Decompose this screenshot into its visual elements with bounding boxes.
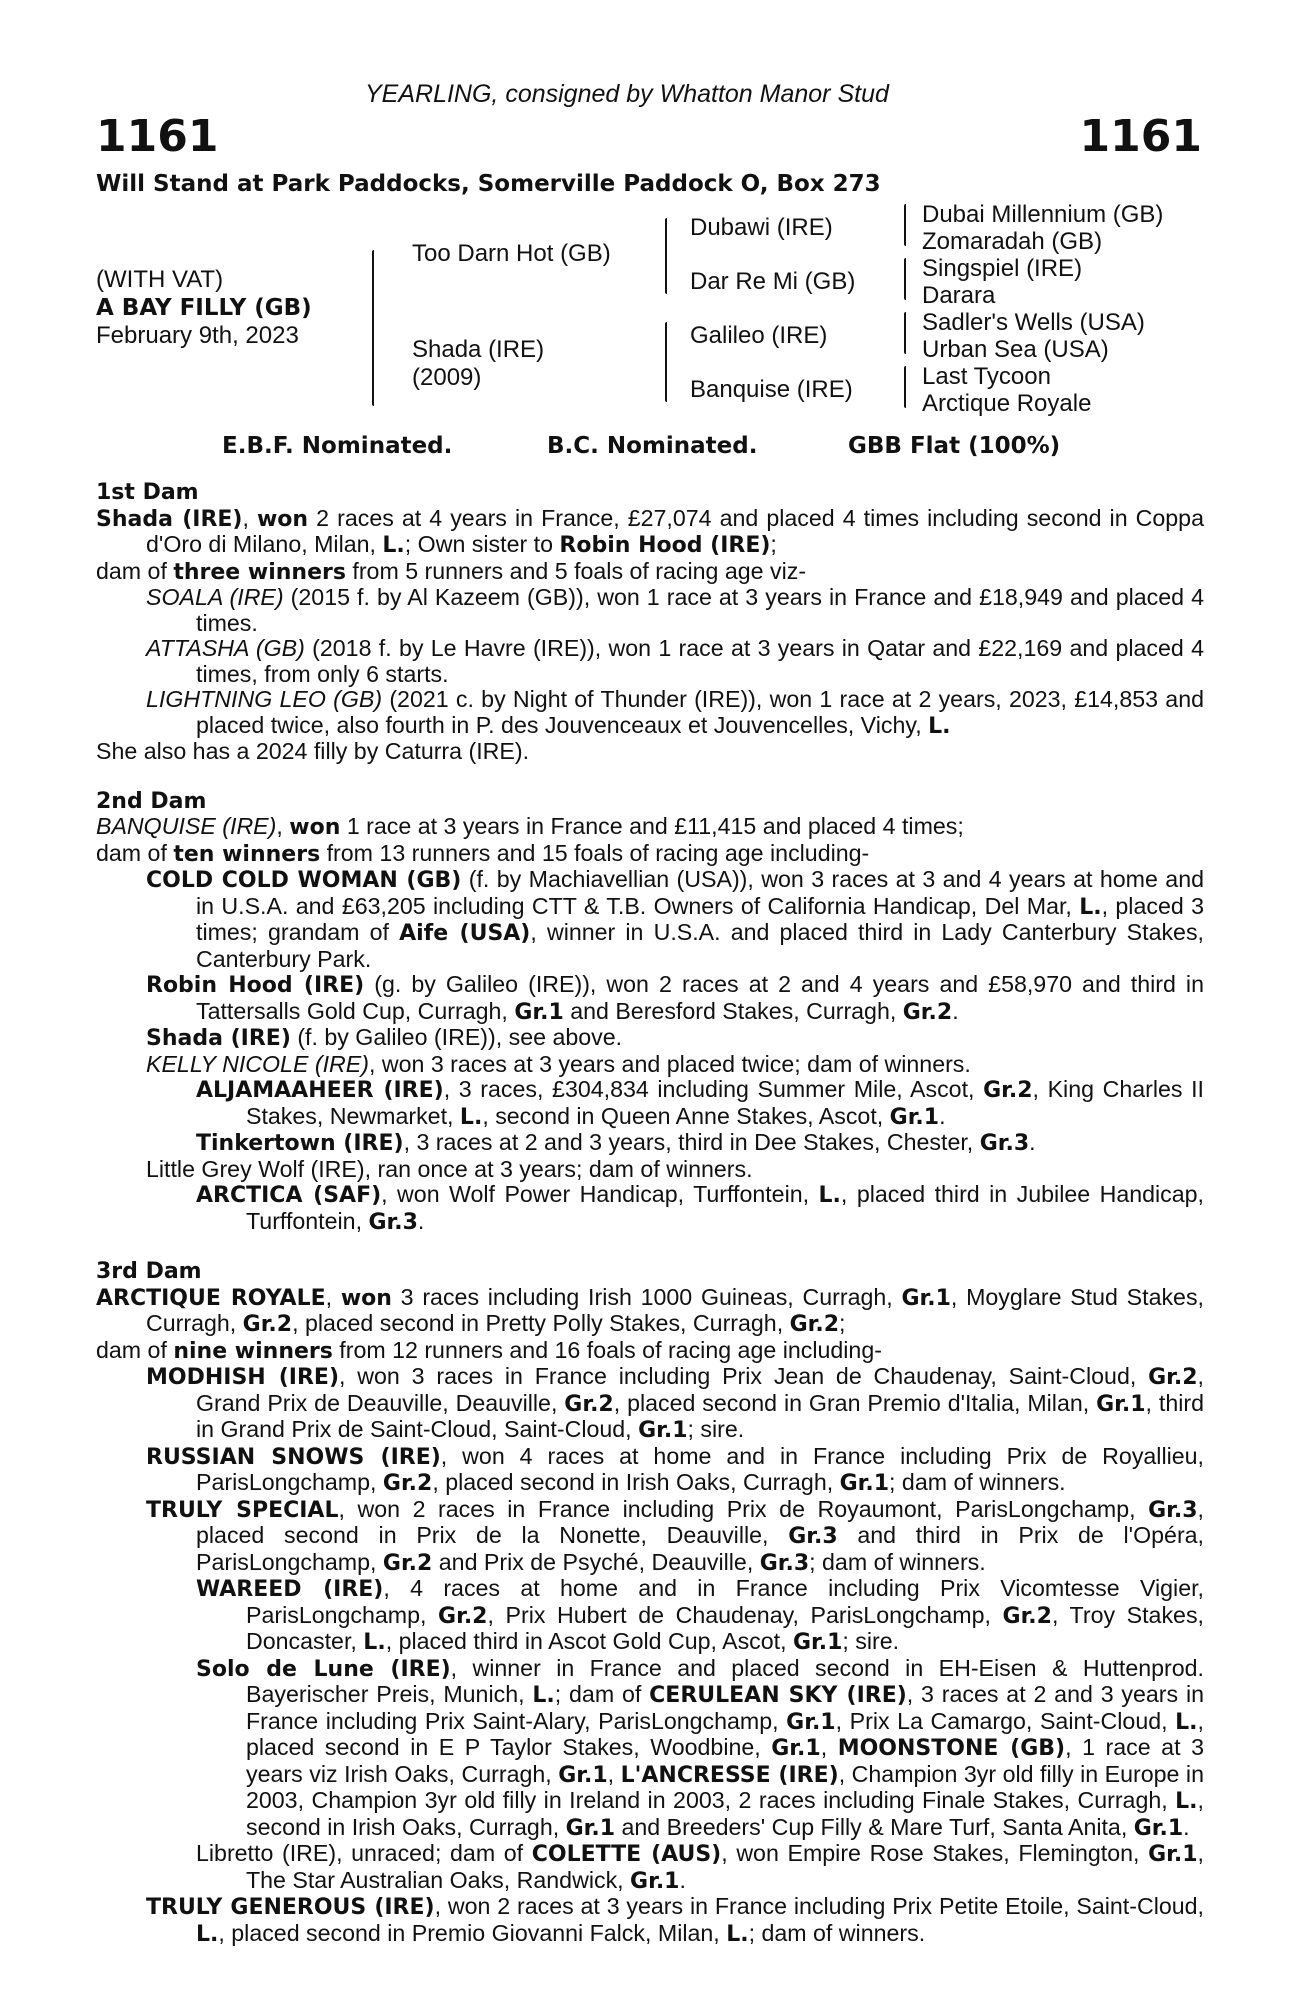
bold-run: MOONSTONE (GB) bbox=[837, 1736, 1066, 1761]
bold-run: Gr.2 bbox=[382, 1471, 433, 1496]
bold-run: Gr.3 bbox=[788, 1524, 838, 1549]
pedigree-sss: Dubai Millennium (GB) bbox=[922, 201, 1164, 228]
ebf-nomination: E.B.F. Nominated. bbox=[222, 433, 453, 459]
text-run: , placed 3 times; grandam of bbox=[196, 892, 1204, 945]
text-run: , Grand Prix de Deauville, Deauville, bbox=[196, 1363, 1204, 1416]
text-run: dam of bbox=[96, 1336, 174, 1363]
bold-run: Tinkertown (IRE) bbox=[196, 1131, 404, 1156]
pedigree-dam-sire: Galileo (IRE) bbox=[690, 322, 828, 349]
bold-run: Gr.1 bbox=[1133, 1815, 1184, 1841]
text-run: from 5 runners and 5 foals of racing age viz- bbox=[345, 557, 807, 584]
text-run: , The Star Australian Oaks, Randwick, bbox=[246, 1840, 1204, 1893]
italic-run: BANQUISE (IRE) bbox=[96, 813, 277, 839]
bold-run: Gr.2 bbox=[438, 1603, 488, 1629]
pedigree-sdd: Darara bbox=[922, 282, 996, 309]
bold-run: L. bbox=[363, 1630, 386, 1655]
bold-run: Solo de Lune (IRE) bbox=[196, 1656, 451, 1682]
text-run: She also has a 2024 filly by Caturra (IRE). bbox=[96, 738, 530, 764]
pedigree-dds: Last Tycoon bbox=[922, 363, 1051, 390]
bold-run: WAREED (IRE) bbox=[196, 1577, 384, 1602]
text-run: , Prix La Camargo, Saint-Cloud, bbox=[835, 1707, 1176, 1734]
bold-run: MODHISH (IRE) bbox=[146, 1365, 340, 1390]
text-run: , placed second in Gran Premio d'Italia, Milan, bbox=[613, 1389, 1097, 1416]
text-run: ; dam of winners. bbox=[748, 1919, 926, 1946]
text-run: Little Grey Wolf (IRE), ran once at 3 years; dam of winners. bbox=[146, 1155, 753, 1182]
pedigree-paragraph bbox=[96, 506, 1204, 559]
text-run: . bbox=[1183, 1813, 1190, 1840]
bold-run: TRULY SPECIAL bbox=[146, 1497, 339, 1523]
bold-run: Gr.2 bbox=[902, 999, 953, 1025]
text-run: , 3 races at 2 and 3 years in France including Prix Saint-Alary, ParisLongchamp, bbox=[246, 1681, 1204, 1734]
bold-run: Shada (IRE) bbox=[96, 506, 243, 532]
text-run: ; sire. bbox=[687, 1416, 745, 1442]
subject-dob: February 9th, 2023 bbox=[96, 322, 299, 349]
text-run: , Champion 3yr old filly in Europe in 2003, Champion 3yr old filly in Ireland in 2003, 2 races including Finale Stakes, Curragh, bbox=[246, 1760, 1204, 1813]
stand-location: Will Stand at Park Paddocks, Somerville Paddock O, Box 273 bbox=[96, 171, 881, 197]
gbb-flat: GBB Flat (100%) bbox=[848, 433, 1061, 459]
text-run: , 1 race at 3 years viz Irish Oaks, Curragh, bbox=[246, 1734, 1204, 1787]
text-run: ; sire. bbox=[842, 1628, 900, 1654]
bold-run: Gr.2 bbox=[1148, 1365, 1198, 1390]
pedigree-paragraph bbox=[96, 585, 1204, 636]
italic-run: SOALA (IRE) bbox=[146, 584, 284, 610]
bold-run: Gr.1 bbox=[839, 1471, 890, 1496]
pedigree-sds: Singspiel (IRE) bbox=[922, 255, 1083, 282]
bold-run: Gr.3 bbox=[979, 1131, 1030, 1156]
text-run: (2021 c. by Night of Thunder (IRE)), won 1 race at 2 years, 2023, £14,853 and placed twice, also fourth in P. des Jouvenceaux et Jouvencelles, Vichy, bbox=[196, 686, 1204, 738]
text-run: ; dam of winners. bbox=[889, 1469, 1066, 1495]
bold-run: Gr.3 bbox=[368, 1209, 418, 1235]
pedigree-brace-ss bbox=[904, 204, 906, 246]
text-run: , placed second in Pretty Polly Stakes, Curragh, bbox=[292, 1310, 790, 1336]
text-run: , Troy Stakes, Doncaster, bbox=[246, 1601, 1204, 1654]
text-run: and Beresford Stakes, Curragh, bbox=[563, 997, 903, 1024]
bold-run: L. bbox=[726, 1921, 749, 1947]
text-run: (g. by Galileo (IRE)), won 2 races at 2 and 4 years and £58,970 and third in Tattersalls Gold Cup, Curragh, bbox=[196, 971, 1204, 1024]
pedigree-brace-dd bbox=[904, 366, 906, 408]
pedigree-paragraph bbox=[96, 1182, 1204, 1235]
text-run: . bbox=[939, 1102, 946, 1129]
text-run: Libretto (IRE), unraced; dam of bbox=[196, 1840, 532, 1866]
pedigree-ssd: Zomaradah (GB) bbox=[922, 228, 1103, 255]
pedigree-notes bbox=[96, 480, 1204, 1947]
bold-run: won bbox=[340, 1285, 392, 1311]
bold-run: ARCTICA (SAF) bbox=[196, 1183, 382, 1208]
bold-run: Gr.1 bbox=[1148, 1842, 1198, 1867]
bold-run: ARCTIQUE ROYALE bbox=[96, 1285, 326, 1311]
pedigree-paragraph bbox=[96, 1025, 1204, 1052]
bold-run: L'ANCRESSE (IRE) bbox=[620, 1762, 839, 1788]
bold-run: L. bbox=[532, 1683, 555, 1708]
pedigree-brace-sd bbox=[904, 258, 906, 300]
text-run: , won 3 races in France including Prix Jean de Chaudenay, Saint-Cloud, bbox=[339, 1363, 1149, 1389]
text-run: , placed second in Irish Oaks, Curragh, bbox=[432, 1469, 840, 1495]
bold-run: CERULEAN SKY (IRE) bbox=[649, 1683, 907, 1708]
text-run: , won Empire Rose Stakes, Flemington, bbox=[721, 1840, 1149, 1866]
text-run: , won 3 races at 3 years and placed twice; dam of winners. bbox=[368, 1050, 971, 1077]
bold-run: Gr.1 bbox=[792, 1630, 843, 1655]
text-run: , King Charles II Stakes, Newmarket, bbox=[246, 1076, 1204, 1129]
bold-run: RUSSIAN SNOWS (IRE) bbox=[146, 1444, 441, 1470]
pedigree-paragraph bbox=[96, 1497, 1204, 1577]
text-run: , bbox=[325, 1283, 341, 1310]
text-run: , placed third in Ascot Gold Cup, Ascot, bbox=[385, 1628, 793, 1654]
text-run: dam of bbox=[96, 839, 174, 866]
bold-run: ALJAMAAHEER (IRE) bbox=[196, 1078, 444, 1103]
section-heading: 2nd Dam bbox=[96, 788, 207, 814]
pedigree-paragraph bbox=[96, 1576, 1204, 1656]
bold-run: L. bbox=[928, 713, 951, 739]
pedigree-dss: Sadler's Wells (USA) bbox=[922, 309, 1145, 336]
text-run: , won Wolf Power Handicap, Turffontein, bbox=[381, 1181, 819, 1207]
pedigree-brace-dam bbox=[665, 322, 667, 402]
text-run: , Moyglare Stud Stakes, Curragh, bbox=[146, 1283, 1204, 1336]
pedigree-paragraph bbox=[96, 1077, 1204, 1130]
text-run: , winner in France and placed second in EH-Eisen & Huttenprod. Bayerischer Preis, Munich, bbox=[246, 1654, 1204, 1707]
lot-number-left: 1161 bbox=[96, 111, 219, 162]
text-run: , placed second in Premio Giovanni Falck, Milan, bbox=[218, 1919, 727, 1946]
pedigree-paragraph bbox=[96, 814, 1204, 841]
text-run: , won 2 races at 3 years in France including Prix Petite Etoile, Saint-Cloud, bbox=[434, 1893, 1204, 1919]
bold-run: L. bbox=[818, 1183, 841, 1208]
text-run: from 12 runners and 16 foals of racing age including- bbox=[332, 1336, 882, 1363]
bold-run: Robin Hood (IRE) bbox=[559, 533, 771, 558]
text-run: ; dam of winners. bbox=[809, 1548, 986, 1575]
text-run: , bbox=[242, 504, 257, 531]
section-heading: 3rd Dam bbox=[96, 1259, 202, 1284]
text-run: , won 4 races at home and in France including Prix de Royallieu, ParisLongchamp, bbox=[196, 1442, 1204, 1495]
bold-run: Gr.2 bbox=[242, 1312, 293, 1337]
text-run: and Breeders' Cup Filly & Mare Turf, Santa Anita, bbox=[615, 1813, 1134, 1840]
text-run: , 4 races at home and in France including Prix Vicomtesse Vigier, ParisLongchamp, bbox=[246, 1575, 1204, 1628]
pedigree-paragraph bbox=[96, 1130, 1204, 1157]
text-run: . bbox=[679, 1866, 686, 1893]
bold-run: Shada (IRE) bbox=[146, 1026, 291, 1051]
pedigree-brace-main bbox=[372, 250, 374, 406]
bold-run: Robin Hood (IRE) bbox=[146, 973, 365, 998]
text-run: dam of bbox=[96, 557, 174, 584]
pedigree-dsd: Urban Sea (USA) bbox=[922, 336, 1109, 363]
text-run: , bbox=[276, 813, 290, 839]
text-run: , bbox=[820, 1734, 838, 1760]
text-run: , second in Queen Anne Stakes, Ascot, bbox=[482, 1102, 890, 1129]
section-gap bbox=[96, 1235, 1204, 1259]
pedigree-ddd: Arctique Royale bbox=[922, 390, 1092, 417]
text-run: 2 races at 4 years in France, £27,074 and placed 4 times including second in Coppa d'Oro di Milano, Milan, bbox=[146, 504, 1204, 557]
text-run: ; bbox=[770, 531, 777, 557]
pedigree-paragraph bbox=[96, 1841, 1204, 1894]
pedigree-sire-dam: Dar Re Mi (GB) bbox=[690, 268, 856, 295]
text-run: (2015 f. by Al Kazeem (GB)), won 1 race at 3 years in France and £18,949 and placed 4 times. bbox=[196, 584, 1204, 636]
italic-run: ATTASHA (GB) bbox=[146, 635, 305, 661]
text-run: (f. by Galileo (IRE)), see above. bbox=[290, 1024, 623, 1050]
text-run: , bbox=[607, 1760, 621, 1787]
section-heading: 1st Dam bbox=[96, 480, 199, 505]
bold-run: Gr.3 bbox=[759, 1550, 810, 1576]
bold-run: Gr.2 bbox=[382, 1550, 433, 1576]
italic-run: KELLY NICOLE (IRE) bbox=[146, 1050, 369, 1077]
pedigree-sire-sire: Dubawi (IRE) bbox=[690, 214, 833, 241]
pedigree-paragraph bbox=[96, 739, 1204, 765]
pedigree-paragraph bbox=[96, 867, 1204, 972]
pedigree-paragraph bbox=[96, 1656, 1204, 1842]
pedigree-paragraph bbox=[96, 1285, 1204, 1338]
italic-run: LIGHTNING LEO (GB) bbox=[146, 686, 383, 712]
text-run: , 3 races, £304,834 including Summer Mile, Ascot, bbox=[443, 1076, 984, 1102]
bold-run: Gr.1 bbox=[786, 1709, 836, 1735]
text-run: and Prix de Psyché, Deauville, bbox=[432, 1548, 760, 1575]
text-run: . bbox=[417, 1207, 425, 1234]
pedigree-paragraph bbox=[96, 972, 1204, 1025]
pedigree-sire: Too Darn Hot (GB) bbox=[412, 240, 611, 267]
text-run: , placed second in Prix de la Nonette, Deauville, bbox=[196, 1495, 1204, 1548]
text-run: . bbox=[1029, 1129, 1036, 1155]
bold-run: Gr.1 bbox=[1096, 1391, 1146, 1417]
text-run: , 3 races at 2 and 3 years, third in Dee Stakes, Chester, bbox=[403, 1129, 980, 1155]
pedigree-paragraph bbox=[96, 1364, 1204, 1444]
text-run: ; dam of bbox=[554, 1681, 650, 1707]
bold-run: three winners bbox=[173, 559, 346, 585]
pedigree-paragraph bbox=[96, 1894, 1204, 1947]
pedigree-paragraph bbox=[96, 636, 1204, 687]
pedigree-dam-year: (2009) bbox=[412, 364, 482, 391]
pedigree-brace-sire bbox=[665, 218, 667, 294]
text-run: , placed third in Jubilee Handicap, Turffontein, bbox=[246, 1181, 1204, 1234]
pedigree-paragraph bbox=[96, 1052, 1204, 1078]
bold-run: L. bbox=[382, 533, 405, 558]
lot-number-right: 1161 bbox=[1079, 111, 1202, 162]
bold-run: L. bbox=[1175, 1789, 1198, 1814]
text-run: 3 races including Irish 1000 Guineas, Curragh, bbox=[391, 1283, 902, 1310]
bold-run: Gr.3 bbox=[1148, 1497, 1198, 1523]
bold-run: Gr.2 bbox=[564, 1391, 614, 1417]
lot-subtitle: YEARLING, consigned by Whatton Manor Stud bbox=[365, 80, 889, 108]
pedigree-paragraph bbox=[96, 841, 1204, 868]
bold-run: Gr.1 bbox=[771, 1736, 821, 1761]
pedigree-paragraph bbox=[96, 559, 1204, 586]
bc-nomination: B.C. Nominated. bbox=[547, 433, 758, 459]
bold-run: won bbox=[289, 815, 341, 840]
bold-run: ten winners bbox=[173, 841, 321, 867]
text-run: , placed second in E P Taylor Stakes, Woodbine, bbox=[246, 1707, 1204, 1760]
text-run: (f. by Machiavellian (USA)), won 3 races at 3 and 4 years at home and in U.S.A. and £63,205 including CTT & T.B. Owners of California Handicap, Del Mar, bbox=[196, 866, 1204, 919]
text-run: , won 2 races in France including Prix de Royaumont, ParisLongchamp, bbox=[338, 1495, 1149, 1522]
text-run: , winner in U.S.A. and placed third in Lady Canterbury Stakes, Canterbury Park. bbox=[196, 919, 1204, 972]
text-run: , Prix Hubert de Chaudenay, ParisLongchamp, bbox=[487, 1601, 1003, 1628]
bold-run: nine winners bbox=[173, 1338, 333, 1364]
text-run: ; Own sister to bbox=[404, 531, 560, 557]
bold-run: Gr.1 bbox=[889, 1104, 940, 1130]
bold-run: Gr.1 bbox=[638, 1418, 688, 1443]
pedigree-paragraph bbox=[96, 1157, 1204, 1183]
pedigree-dam: Shada (IRE) bbox=[412, 336, 545, 363]
text-run: from 13 runners and 15 foals of racing age including- bbox=[320, 839, 870, 866]
pedigree-brace-ds bbox=[904, 312, 906, 354]
subject-name: A BAY FILLY (GB) bbox=[96, 295, 312, 321]
bold-run: L. bbox=[196, 1921, 219, 1947]
text-run: , third in Grand Prix de Saint-Cloud, Saint-Cloud, bbox=[196, 1389, 1204, 1442]
bold-run: L. bbox=[459, 1104, 483, 1130]
text-run: , second in Irish Oaks, Curragh, bbox=[246, 1787, 1204, 1840]
bold-run: COLETTE (AUS) bbox=[531, 1842, 722, 1867]
bold-run: Gr.1 bbox=[514, 999, 564, 1025]
pedigree-paragraph bbox=[96, 1338, 1204, 1365]
bold-run: Gr.1 bbox=[901, 1285, 951, 1311]
pedigree-paragraph bbox=[96, 1444, 1204, 1497]
text-run: (2018 f. by Le Havre (IRE)), won 1 race at 3 years in Qatar and £22,169 and placed 4 times, from only 6 starts. bbox=[196, 635, 1204, 687]
bold-run: Gr.1 bbox=[558, 1762, 608, 1788]
text-run: ; bbox=[839, 1310, 846, 1336]
bold-run: Aife (USA) bbox=[399, 921, 531, 946]
pedigree-paragraph bbox=[96, 687, 1204, 739]
text-run: and third in Prix de l'Opéra, ParisLongchamp, bbox=[196, 1522, 1204, 1575]
bold-run: Gr.1 bbox=[630, 1868, 680, 1894]
bold-run: Gr.1 bbox=[565, 1815, 616, 1841]
pedigree-dam-dam: Banquise (IRE) bbox=[690, 376, 853, 403]
bold-run: COLD COLD WOMAN (GB) bbox=[146, 868, 462, 893]
text-run: 1 race at 3 years in France and £11,415 and placed 4 times; bbox=[340, 813, 964, 839]
vat-label: (WITH VAT) bbox=[96, 266, 224, 293]
bold-run: Gr.2 bbox=[983, 1078, 1033, 1103]
section-gap bbox=[96, 765, 1204, 789]
bold-run: Gr.2 bbox=[1002, 1603, 1052, 1629]
bold-run: won bbox=[256, 506, 309, 532]
bold-run: L. bbox=[1079, 894, 1102, 920]
bold-run: TRULY GENEROUS (IRE) bbox=[146, 1895, 435, 1920]
text-run: . bbox=[952, 997, 959, 1024]
bold-run: L. bbox=[1175, 1709, 1198, 1735]
bold-run: Gr.2 bbox=[789, 1312, 840, 1337]
